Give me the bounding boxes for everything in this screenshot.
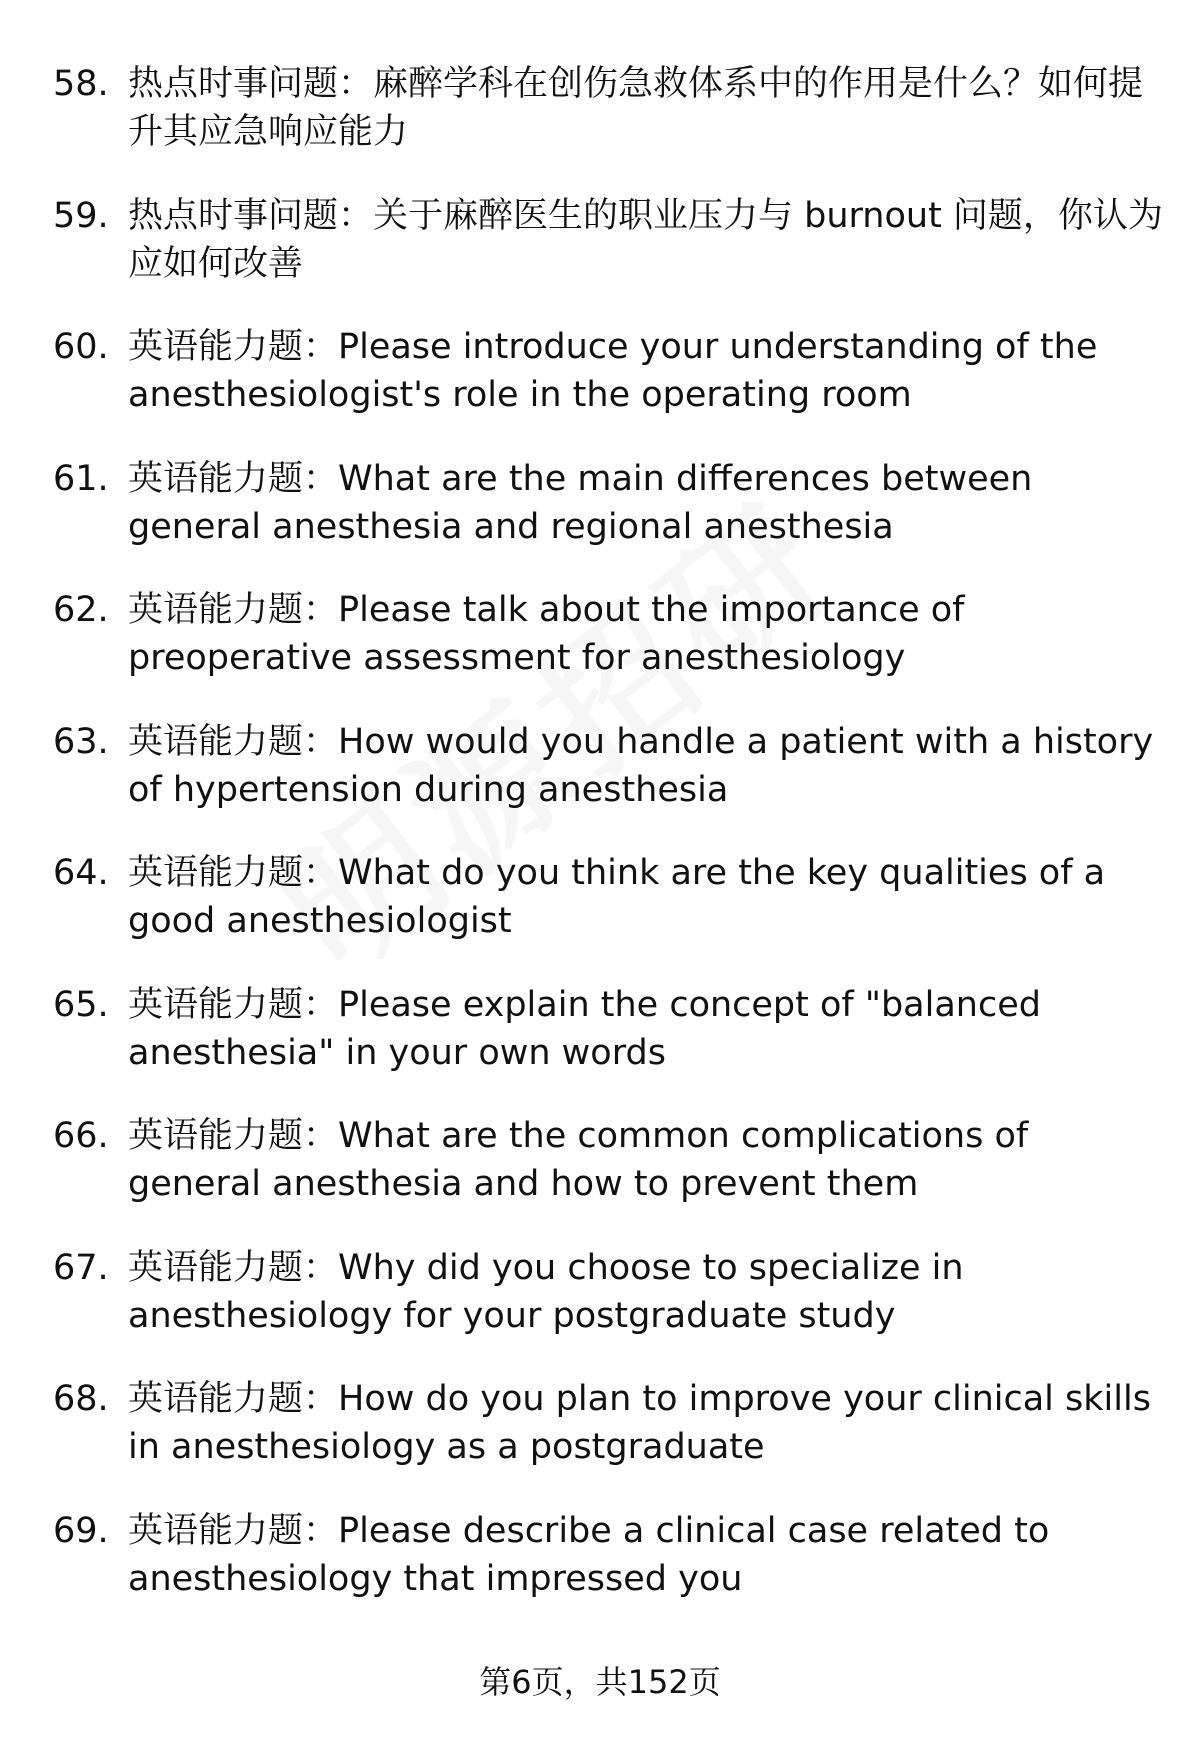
question-item [0, 60, 1200, 192]
question-item [0, 1375, 1200, 1507]
question-text: 英语能力题：Please explain the concept of "balanced anesthesia" in your own words [128, 984, 1041, 1073]
question-number: 62. [53, 590, 109, 630]
question-number: 58. [53, 64, 109, 104]
question-text: 热点时事问题：麻醉学科在创伤急救体系中的作用是什么？如何提升其应急响应能力 [128, 64, 1144, 152]
question-text: 热点时事问题：关于麻醉医生的职业压力与 burnout 问题，你认为应如何改善 [128, 195, 1163, 284]
question-number: 65. [53, 984, 109, 1025]
question-text: 英语能力题：Please introduce your understanding of the anesthesiologist's role in the operating room [128, 327, 1098, 415]
question-number: 61. [53, 458, 109, 499]
question-number: 68. [53, 1379, 109, 1419]
question-list [0, 60, 1200, 1638]
question-text: 英语能力题：Why did you choose to specialize in anesthesiology for your postgraduate study [128, 1247, 964, 1336]
question-item [0, 586, 1200, 718]
question-number: 69. [53, 1510, 109, 1551]
question-text: 英语能力题：Please describe a clinical case related to anesthesiology that impressed you [128, 1510, 1050, 1599]
page-number-footer: 第6页，共152页 [479, 1663, 721, 1701]
question-item [0, 455, 1200, 587]
question-item [0, 849, 1200, 981]
question-item [0, 1507, 1200, 1639]
question-item [0, 981, 1200, 1113]
question-item [0, 1112, 1200, 1244]
question-text: 英语能力题：How do you plan to improve your clinical skills in anesthesiology as a postgraduate [128, 1379, 1151, 1467]
question-text: 英语能力题：How would you handle a patient with a history of hypertension during anesthesia [128, 721, 1154, 810]
question-number: 66. [53, 1116, 109, 1156]
question-number: 60. [53, 327, 109, 367]
question-text: 英语能力题：What are the common complications of general anesthesia and how to prevent them [128, 1116, 1029, 1204]
question-text: 英语能力题：Please talk about the importance of preoperative assessment for anesthesiology [128, 590, 965, 678]
question-number: 59. [53, 195, 109, 236]
question-number: 67. [53, 1247, 109, 1288]
question-number: 63. [53, 721, 109, 762]
question-item [0, 1244, 1200, 1376]
question-item [0, 323, 1200, 455]
question-text: 英语能力题：What are the main differences between general anesthesia and regional anesthesia [128, 458, 1033, 547]
question-item [0, 718, 1200, 850]
question-text: 英语能力题：What do you think are the key qualities of a good anesthesiologist [128, 853, 1106, 941]
question-number: 64. [53, 853, 109, 893]
question-item [0, 192, 1200, 324]
